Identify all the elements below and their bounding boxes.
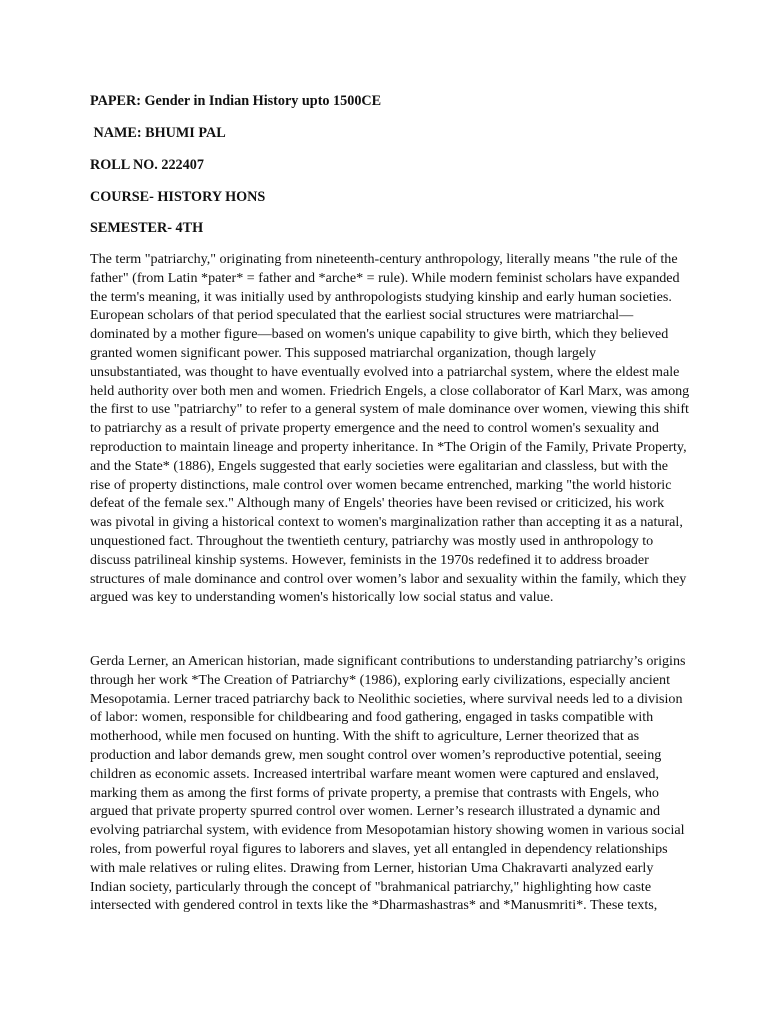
paragraph-line: the first to use "patriarchy" to refer to a general system of male dominance over women, viewing this shift xyxy=(90,401,689,418)
paragraph-line: granted women significant power. This supposed matriarchal organization, though largely xyxy=(90,344,597,361)
paragraph-line: of labor: women, responsible for childbearing and food gathering, engaged in tasks compatible with xyxy=(90,709,654,726)
paragraph-line: structures of male dominance and control over women’s labor and sexuality within the family, which they xyxy=(90,570,687,587)
body-paragraph-2 xyxy=(90,652,690,915)
paper-title: PAPER: Gender in Indian History upto 1500CE xyxy=(90,93,382,109)
paragraph-line: Gerda Lerner, an American historian, made significant contributions to understanding patriarchy’s origins xyxy=(90,653,686,669)
paragraph-line: with male relatives or ruling elites. Drawing from Lerner, historian Uma Chakravarti analyzed early xyxy=(90,859,654,876)
paragraph-line: defeat of the female sex." Although many of Engels' theories have been revised or criticized, his work xyxy=(90,495,665,512)
paragraph-line: the term's meaning, it was initially used by anthropologists studying kinship and early human societies. xyxy=(90,288,672,305)
roll-number: ROLL NO. 222407 xyxy=(90,157,204,173)
student-name: NAME: BHUMI PAL xyxy=(90,125,226,141)
paragraph-line: Indian society, particularly through the concept of "brahmanical patriarchy," highlighting how caste xyxy=(90,878,652,895)
course-name: COURSE- HISTORY HONS xyxy=(90,189,266,205)
semester: SEMESTER- 4TH xyxy=(90,220,204,236)
paragraph-line: roles, from powerful royal figures to laborers and slaves, yet all entangled in dependency relationships xyxy=(90,840,668,857)
paragraph-line: and the State* (1886), Engels suggested that early societies were egalitarian and classless, but with the xyxy=(90,457,669,474)
paragraph-line: intersected with gendered control in texts like the *Dharmashastras* and *Manusmriti*. These texts, xyxy=(90,897,658,914)
paragraph-line: through her work *The Creation of Patriarchy* (1986), exploring early civilizations, especially ancient xyxy=(90,671,671,688)
paragraph-line: unsubstantiated, was thought to have eventually evolved into a patriarchal system, where the eldest male xyxy=(90,363,680,380)
paragraph-line: production and labor demands grew, men sought control over women’s reproductive potential, seeing xyxy=(90,746,662,763)
paragraph-line: unquestioned fact. Throughout the twentieth century, patriarchy was mostly used in anthropology to xyxy=(90,532,654,549)
paragraph-line: children as economic assets. Increased intertribal warfare meant women were captured and enslaved, xyxy=(90,765,659,782)
paragraph-line: argued that private property spurred control over women. Lerner’s research illustrated a dynamic and xyxy=(90,803,661,820)
paragraph-line: European scholars of that period speculated that the earliest social structures were matriarchal— xyxy=(90,307,634,324)
paragraph-line: father" (from Latin *pater* = father and *arche* = rule). While modern feminist scholars have expanded xyxy=(90,269,680,286)
body-paragraph-1 xyxy=(90,250,690,607)
paragraph-line: to patriarchy as a result of private property emergence and the need to control women's sexuality and xyxy=(90,420,659,437)
paragraph-line: discuss patrilineal kinship systems. However, feminists in the 1970s redefined it to address broader xyxy=(90,551,649,568)
paragraph-line: held authority over both men and women. Friedrich Engels, a close collaborator of Karl Marx, was among xyxy=(90,382,690,399)
paragraph-line: The term "patriarchy," originating from nineteenth-century anthropology, literally means "the rule of the xyxy=(90,251,678,267)
paragraph-line: evolving patriarchal system, with evidence from Mesopotamian history showing women in various social xyxy=(90,822,685,839)
paragraph-line: reproduction to maintain lineage and property inheritance. In *The Origin of the Family, Private Property, xyxy=(90,438,687,455)
paragraph-line: was pivotal in giving a historical context to women's marginalization rather than accepting it as a natural, xyxy=(90,514,683,531)
paragraph-line: motherhood, while men focused on hunting. With the shift to agriculture, Lerner theorized that as xyxy=(90,728,640,745)
paragraph-line: dominated by a mother figure—based on women's unique capability to give birth, which they believed xyxy=(90,326,669,343)
paragraph-line: rise of property distinctions, male control over women became entrenched, marking "the world historic xyxy=(90,476,672,493)
paragraph-line: marking them as among the first forms of private property, a premise that contrasts with Engels, who xyxy=(90,784,659,801)
paragraph-line: argued was key to understanding women's historically low social status and value. xyxy=(90,589,554,606)
paragraph-line: Mesopotamia. Lerner traced patriarchy back to Neolithic societies, where survival needs led to a division xyxy=(90,690,683,707)
